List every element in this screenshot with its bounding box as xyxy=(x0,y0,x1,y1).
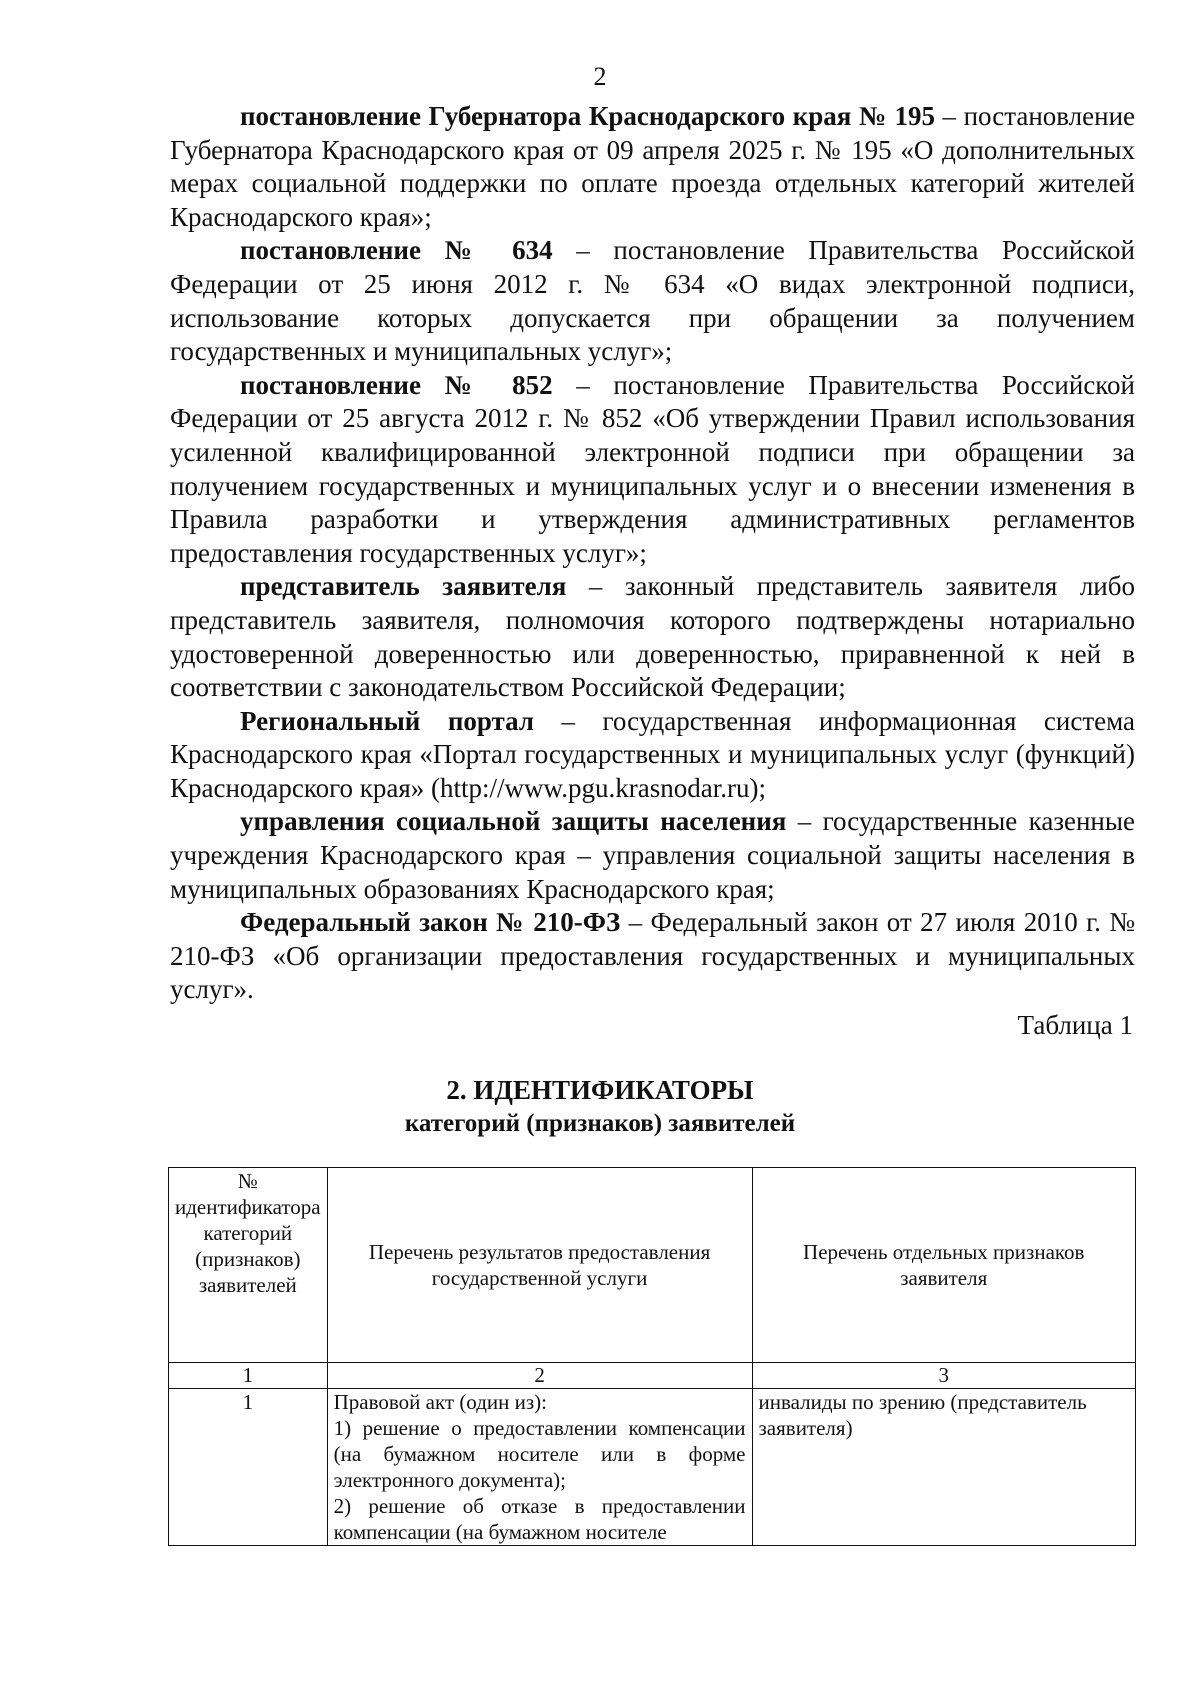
definition-term: Федеральный закон № 210-ФЗ xyxy=(240,907,621,938)
definition-text: – государственная информационная система Краснодарского края «Портал государственных и муниципальных услуг (функций) Краснодарского края» (http://www.pgu.krasnodar.ru); xyxy=(170,705,1135,803)
table-label: Таблица 1 xyxy=(1017,1010,1133,1040)
row-attributes: инвалиды по зрению (представитель заявителя) xyxy=(752,1389,1136,1546)
row-identifier: 1 xyxy=(169,1389,328,1546)
definition-term: постановление № 634 xyxy=(240,235,553,266)
header-identifier: № идентификатора категорий (признаков) заявителей xyxy=(169,1168,328,1363)
definition-term: постановление Губернатора Краснодарского края № 195 xyxy=(240,101,935,131)
definition-term: Региональный портал xyxy=(240,705,535,736)
section-title: 2. ИДЕНТИФИКАТОРЫ xyxy=(446,1075,754,1105)
definition-paragraph xyxy=(170,100,1135,234)
definition-paragraph xyxy=(170,906,1135,1007)
page-number: 2 xyxy=(593,62,607,91)
definition-text: – постановление Правительства Российской Федерации от 25 июня 2012 г. № 634 «О видах электронной подписи, использование которых допускается при обращении за получением государственных и муниципальных услуг»; xyxy=(170,235,1135,367)
header-attributes: Перечень отдельных признаков заявителя xyxy=(752,1168,1136,1363)
definition-text: – законный представитель заявителя либо представитель заявителя, полномочия которого подтверждены нотариально удостоверенной доверенностью или доверенностью, приравненной к ней в соответствии с законодательством Российской Федерации; xyxy=(170,571,1135,703)
column-number: 2 xyxy=(327,1363,752,1389)
definition-text: – постановление Губернатора Краснодарского края от 09 апреля 2025 г. № 195 «О дополнительных мерах социальной поддержки по оплате проезда отдельных категорий жителей Краснодарского края»; xyxy=(170,101,1136,232)
identifiers-table xyxy=(168,1167,1136,1546)
column-number: 1 xyxy=(169,1363,328,1389)
definition-term: постановление № 852 xyxy=(240,369,553,400)
definition-text: – государственные казенные учреждения Краснодарского края – управления социальной защиты населения в муниципальных образованиях Краснодарского края; xyxy=(170,806,1135,904)
definition-text: – Федеральный закон от 27 июля 2010 г. № 210-ФЗ «Об организации предоставления государственных и муниципальных услуг». xyxy=(170,907,1135,1005)
definition-term: представитель заявителя xyxy=(240,571,567,602)
row-results xyxy=(327,1389,752,1546)
result-line: 1) решение о предоставлении компенсации (на бумажном носителе или в форме электронного документа); xyxy=(333,1416,746,1492)
result-line: Правовой акт (один из): xyxy=(333,1390,547,1414)
header-results: Перечень результатов предоставления государственной услуги xyxy=(327,1168,752,1363)
definitions-list xyxy=(170,100,1135,1007)
definition-paragraph xyxy=(170,369,1135,571)
table-header-row xyxy=(169,1168,1136,1363)
definition-term: управления социальной защиты населения xyxy=(240,806,787,837)
definition-text: – постановление Правительства Российской Федерации от 25 августа 2012 г. № 852 «Об утверждении Правил использования усиленной квалифицированной электронной подписи при обращении за получением государственных и муниципальных услуг и о внесении изменения в Правила разработки и утверждения административных регламентов предоставления государственных услуг»; xyxy=(170,369,1135,568)
result-line: 2) решение об отказе в предоставлении компенсации (на бумажном носителе xyxy=(333,1494,746,1544)
definition-paragraph xyxy=(170,705,1135,806)
definition-paragraph xyxy=(170,570,1135,704)
table-row xyxy=(169,1389,1136,1546)
definition-paragraph xyxy=(170,234,1135,368)
column-number: 3 xyxy=(752,1363,1136,1389)
definition-paragraph xyxy=(170,805,1135,906)
table-column-numbers-row xyxy=(169,1363,1136,1389)
section-subtitle: категорий (признаков) заявителей xyxy=(404,1110,796,1137)
